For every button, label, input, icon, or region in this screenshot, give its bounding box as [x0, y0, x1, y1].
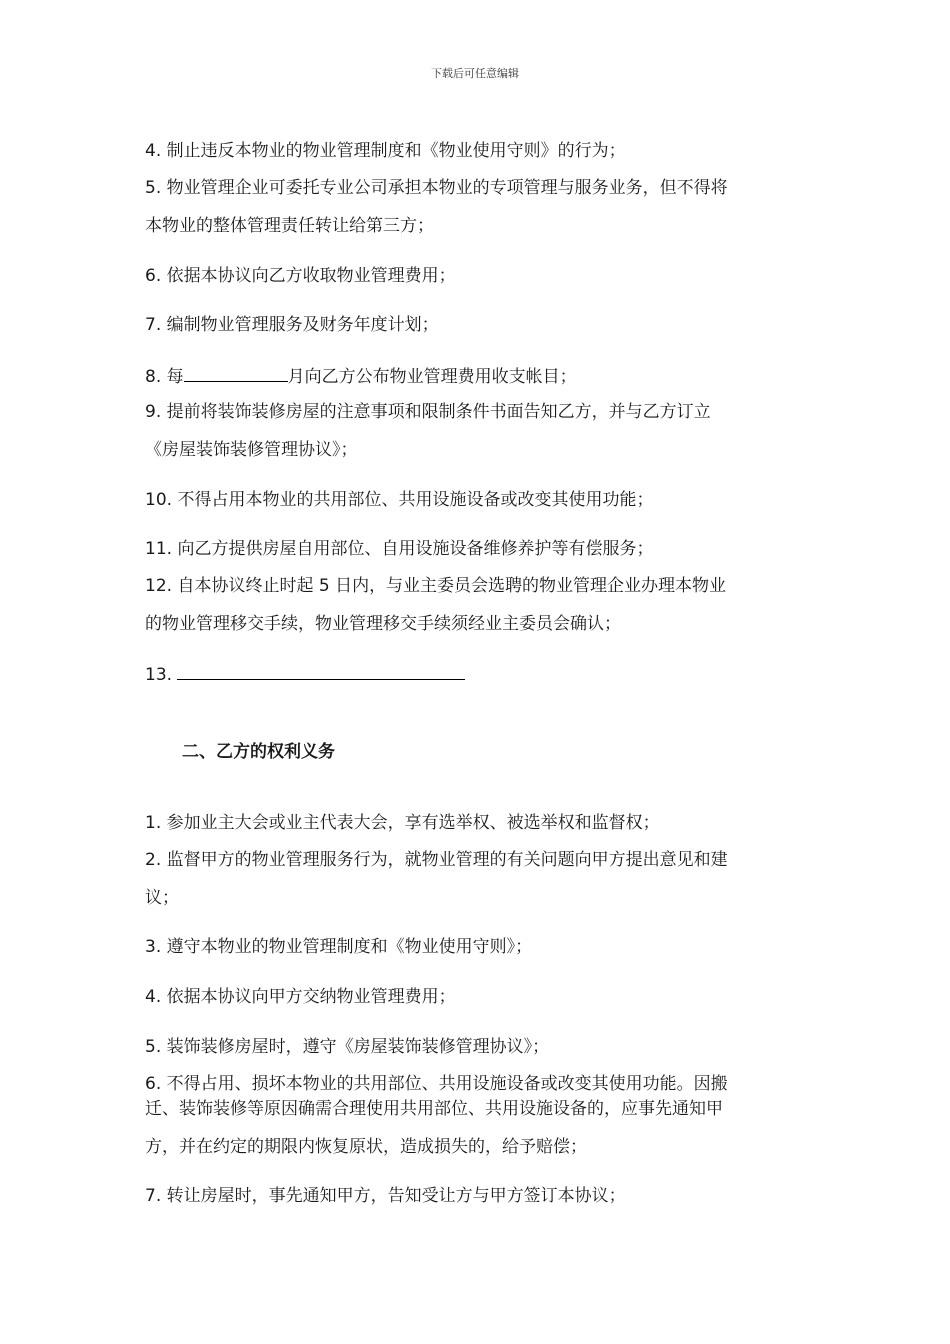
- clause-a8-suffix: 月向乙方公布物业管理费用收支帐目；: [287, 367, 577, 387]
- clause-a11: 11. 向乙方提供房屋自用部位、自用设施设备维修养护等有偿服务；: [145, 539, 654, 559]
- clause-a12-cont: 的物业管理移交手续，物业管理移交手续须经业主委员会确认；: [145, 614, 621, 634]
- clause-a9: 9. 提前将装饰装修房屋的注意事项和限制条件书面告知乙方，并与乙方订立: [145, 402, 711, 422]
- clause-b5: 5. 装饰装修房屋时，遵守《房屋装饰装修管理协议》；: [145, 1037, 550, 1057]
- clause-b3: 3. 遵守本物业的物业管理制度和《物业使用守则》；: [145, 937, 533, 957]
- page-header: 下载后可任意编辑: [431, 67, 519, 80]
- clause-a7: 7. 编制物业管理服务及财务年度计划；: [145, 315, 439, 335]
- clause-b1: 1. 参加业主大会或业主代表大会，享有选举权、被选举权和监督权；: [145, 813, 660, 833]
- clause-b6-cont2: 方，并在约定的期限内恢复原状，造成损失的，给予赔偿；: [145, 1137, 587, 1157]
- clause-a10: 10. 不得占用本物业的共用部位、共用设施设备或改变其使用功能；: [145, 490, 654, 510]
- clause-a6: 6. 依据本协议向乙方收取物业管理费用；: [145, 266, 456, 286]
- clause-a13: [145, 662, 810, 686]
- clause-a5: 5. 物业管理企业可委托专业公司承担本物业的专项管理与服务业务，但不得将: [145, 178, 728, 198]
- clause-b2-cont: 议；: [145, 888, 179, 908]
- clause-a4: 4. 制止违反本物业的物业管理制度和《物业使用守则》的行为；: [145, 141, 626, 161]
- clause-a8: [145, 364, 810, 388]
- section-heading: 二、乙方的权利义务: [182, 742, 335, 762]
- clause-a13-number: 13.: [145, 665, 173, 685]
- clause-a5-cont: 本物业的整体管理责任转让给第三方；: [145, 216, 434, 236]
- clause-a8-prefix: 8. 每: [145, 367, 184, 387]
- blank-line: [184, 364, 288, 382]
- clause-b4: 4. 依据本协议向甲方交纳物业管理费用；: [145, 987, 456, 1007]
- clause-a9-cont: 《房屋装饰装修管理协议》；: [145, 440, 358, 460]
- clause-a12: 12. 自本协议终止时起 5 日内，与业主委员会选聘的物业管理企业办理本物业: [145, 576, 727, 596]
- clause-b7: 7. 转让房屋时，事先通知甲方，告知受让方与甲方签订本协议；: [145, 1186, 626, 1206]
- blank-line: [177, 662, 465, 680]
- clause-b6-cont1: 迁、装饰装修等原因确需合理使用共用部位、共用设施设备的，应事先通知甲: [145, 1099, 723, 1119]
- clause-b2: 2. 监督甲方的物业管理服务行为，就物业管理的有关问题向甲方提出意见和建: [145, 850, 728, 870]
- clause-b6: 6. 不得占用、损坏本物业的共用部位、共用设施设备或改变其使用功能。因搬: [145, 1074, 728, 1094]
